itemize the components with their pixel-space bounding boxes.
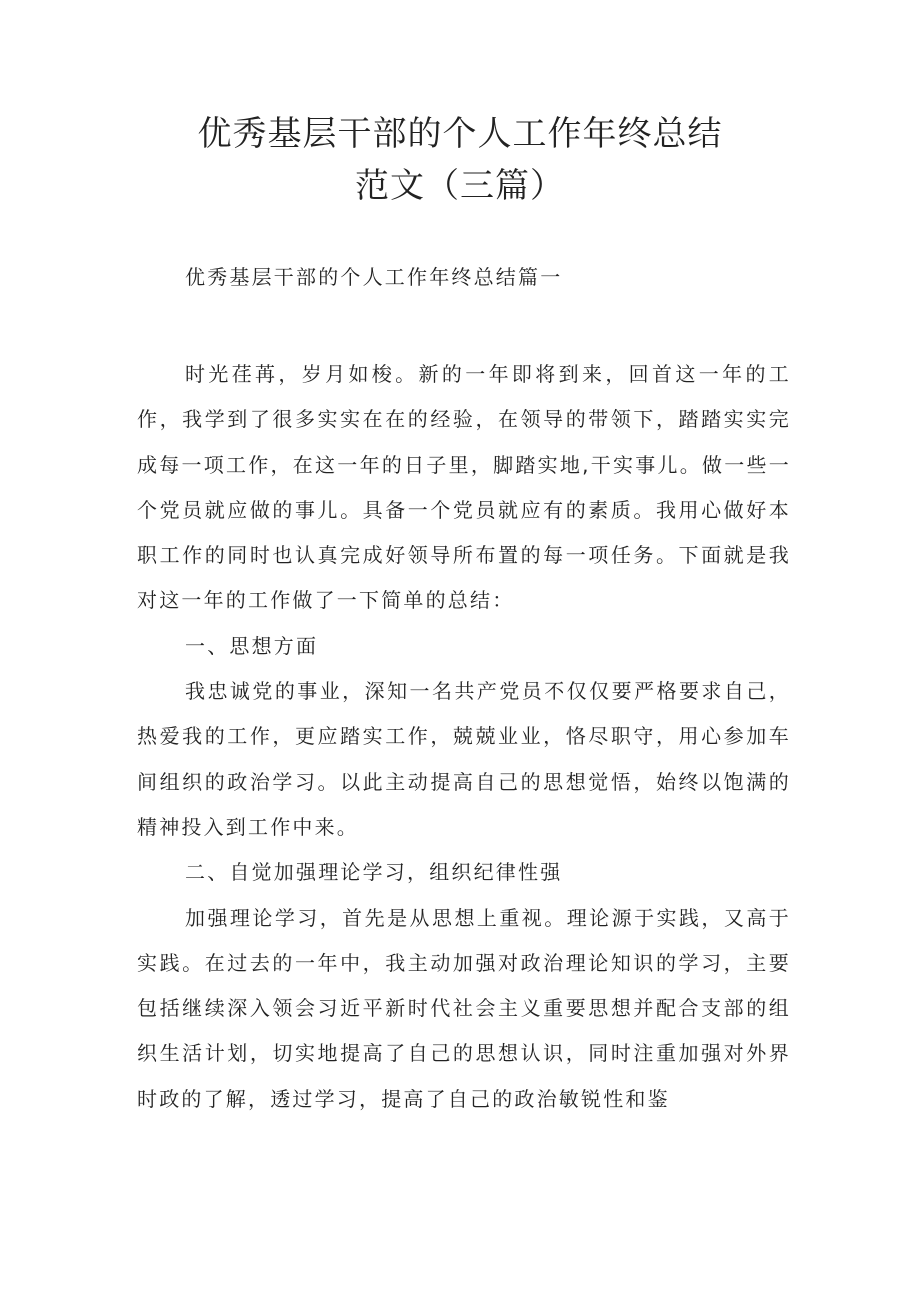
section-subtitle: 优秀基层干部的个人工作年终总结篇一	[185, 265, 563, 289]
section-heading-thought: 一、思想方面	[185, 633, 319, 658]
document-body	[137, 352, 791, 1122]
title-line-2: 范文（三篇）	[355, 166, 565, 206]
section-heading-theory: 二、自觉加强理论学习，组织纪律性强	[185, 860, 563, 885]
paragraph-thought: 我忠诚党的事业，深知一名共产党员不仅仅要严格要求自己，热爱我的工作，更应踏实工作，兢兢业业，恪尽职守，用心参加车间组织的政治学习。以此主动提高自己的思想觉悟，始终以饱满的精神投入到工作中来。	[137, 679, 791, 839]
paragraph-theory: 加强理论学习，首先是从思想上重视。理论源于实践，又高于实践。在过去的一年中，我主动加强对政治理论知识的学习，主要包括继续深入领会习近平新时代社会主义重要思想并配合支部的组织生活计划，切实地提高了自己的思想认识，同时注重加强对外界时政的了解，透过学习，提高了自己的政治敏锐性和鉴	[137, 905, 791, 1111]
paragraph-intro: 时光荏苒，岁月如梭。新的一年即将到来，回首这一年的工作，我学到了很多实实在在的经验，在领导的带领下，踏踏实实完成每一项工作，在这一年的日子里，脚踏实地,干实事儿。做一些一个党员就应做的事儿。具备一个党员就应有的素质。我用心做好本职工作的同时也认真完成好领导所布置的每一项任务。下面就是我对这一年的工作做了一下简单的总结：	[137, 362, 791, 613]
document-title	[0, 108, 920, 212]
title-line-1: 优秀基层干部的个人工作年终总结	[197, 114, 723, 154]
